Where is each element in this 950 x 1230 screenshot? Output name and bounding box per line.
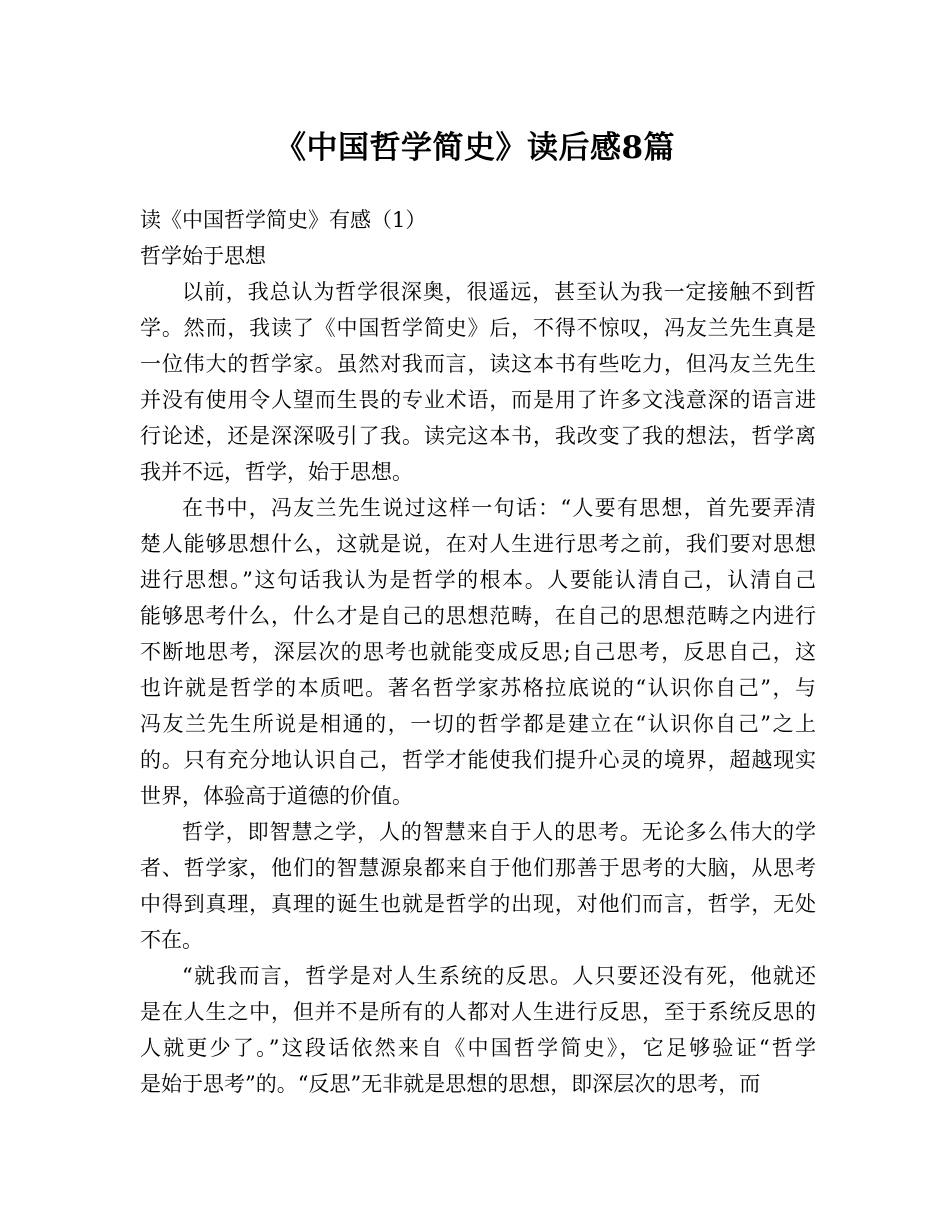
paragraph-line: 世界，体验高于道德的价值。 xyxy=(140,784,413,808)
paragraph-line: 进行思想。”这句话我认为是哲学的根本。人要能认清自己，认清自己 xyxy=(140,568,816,592)
paragraph-line: 学。然而，我读了《中国哲学简史》后，不得不惊叹，冯友兰先生真是 xyxy=(140,316,816,340)
paragraph-line: 也许就是哲学的本质吧。著名哲学家苏格拉底说的“认识你自己”，与 xyxy=(140,676,816,700)
paragraph-line: 楚人能够思想什么，这就是说，在对人生进行思考之前，我们要对思想 xyxy=(140,532,816,556)
paragraph-line: 是始于思考”的。“反思”无非就是思想的思想，即深层次的思考，而 xyxy=(140,1072,761,1096)
paragraph-line: 是在人生之中，但并不是所有的人都对人生进行反思，至于系统反思的 xyxy=(140,1000,816,1024)
paragraph-line: 行论述，还是深深吸引了我。读完这本书，我改变了我的想法，哲学离 xyxy=(140,424,816,448)
subheading: 哲学始于思想 xyxy=(140,244,266,268)
paragraph-line: 不断地思考，深层次的思考也就能变成反思;自己思考，反思自己，这 xyxy=(140,640,816,664)
paragraph-line: 一位伟大的哲学家。虽然对我而言，读这本书有些吃力，但冯友兰先生 xyxy=(140,352,816,376)
paragraph-line: 能够思考什么，什么才是自己的思想范畴，在自己的思想范畴之内进行 xyxy=(140,604,816,628)
paragraphs xyxy=(140,274,816,1102)
paragraph-line: 哲学，即智慧之学，人的智慧来自于人的思考。无论多么伟大的学 xyxy=(182,820,816,844)
paragraph-line: 人就更少了。”这段话依然来自《中国哲学简史》，它足够验证“哲学 xyxy=(140,1036,816,1060)
paragraph xyxy=(140,814,816,958)
paragraph-line: 在书中，冯友兰先生说过这样一句话：“人要有思想，首先要弄清 xyxy=(182,496,816,520)
paragraph xyxy=(140,958,816,1102)
paragraph-line: 并没有使用令人望而生畏的专业术语，而是用了许多文浅意深的语言进 xyxy=(140,388,816,412)
paragraph-line: 者、哲学家，他们的智慧源泉都来自于他们那善于思考的大脑，从思考 xyxy=(140,856,816,880)
paragraph-line: 冯友兰先生所说是相通的，一切的哲学都是建立在“认识你自己”之上 xyxy=(140,712,816,736)
document-title: 《中国哲学简史》读后感8篇 xyxy=(274,130,676,166)
paragraph xyxy=(140,274,816,490)
document-body xyxy=(140,202,816,1102)
paragraph-line: “就我而言，哲学是对人生系统的反思。人只要还没有死，他就还 xyxy=(182,964,816,988)
paragraph-line: 以前，我总认为哲学很深奥，很遥远，甚至认为我一定接触不到哲 xyxy=(182,280,816,304)
paragraph-line: 的。只有充分地认识自己，哲学才能使我们提升心灵的境界，超越现实 xyxy=(140,748,816,772)
paragraph-line: 不在。 xyxy=(140,928,203,952)
section-heading: 读《中国哲学简史》有感（1） xyxy=(140,208,427,232)
paragraph-line: 中得到真理，真理的诞生也就是哲学的出现，对他们而言，哲学，无处 xyxy=(140,892,816,916)
paragraph xyxy=(140,490,816,814)
paragraph-line: 我并不远，哲学，始于思想。 xyxy=(140,460,413,484)
